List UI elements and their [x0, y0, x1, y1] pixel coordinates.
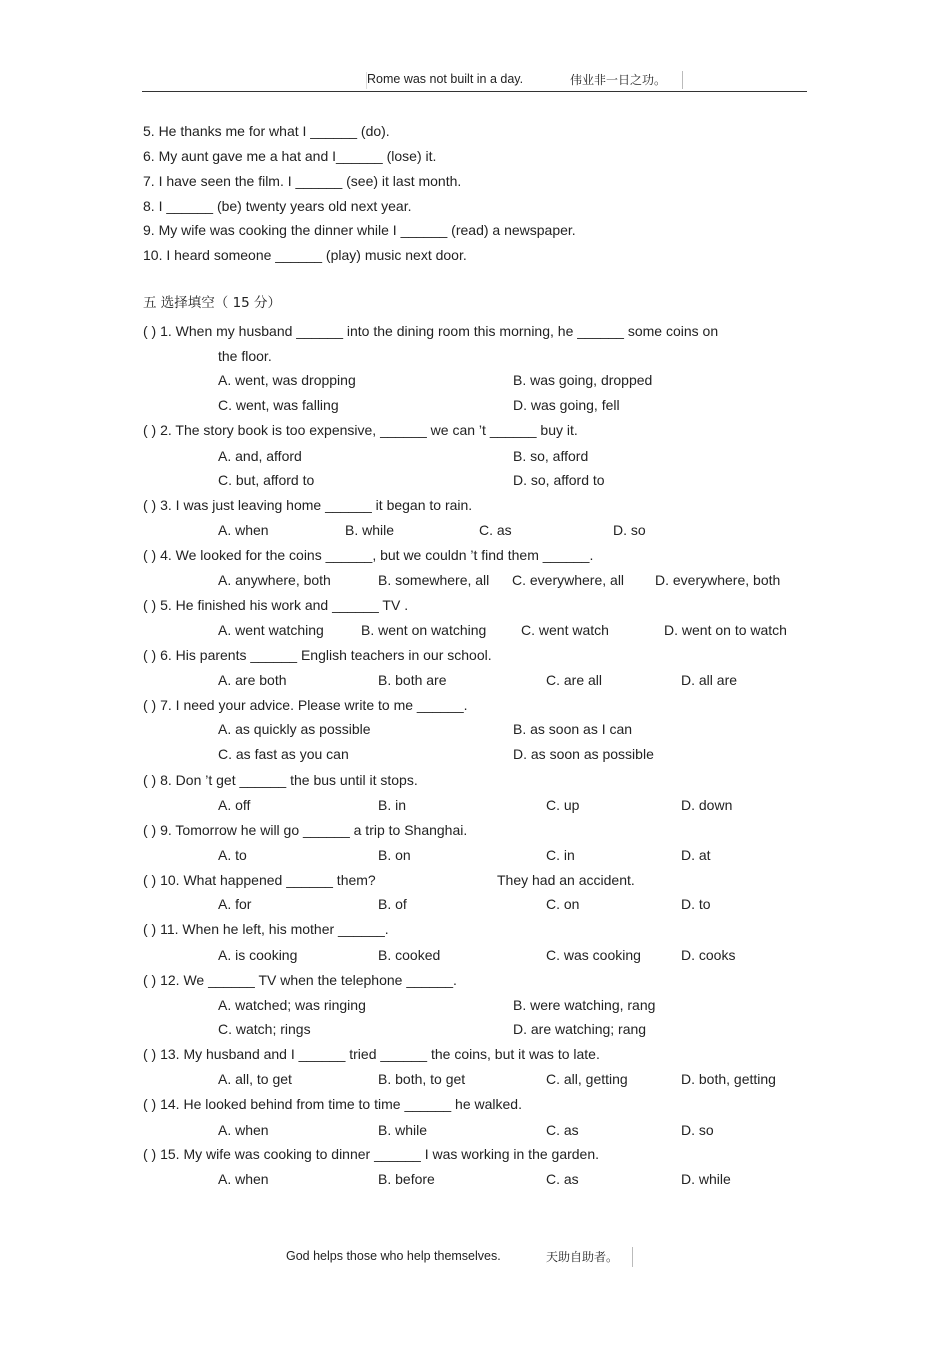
header-divider [682, 71, 683, 89]
question-stem: ( ) 10. What happened ______ them? [143, 872, 376, 888]
page-header [142, 70, 807, 92]
option: B. in [378, 797, 407, 813]
option: A. went, was dropping [218, 372, 356, 388]
option: C. everywhere, all [512, 572, 625, 588]
option: C. as [546, 1122, 579, 1138]
question-stem: ( ) 3. I was just leaving home ______ it began to rain. [143, 497, 473, 513]
option: D. everywhere, both [655, 572, 781, 588]
question-stem-continued: the floor. [218, 348, 272, 364]
option: C. up [546, 797, 580, 813]
option: B. somewhere, all [378, 572, 490, 588]
option: B. went on watching [361, 622, 487, 638]
option: A. is cooking [218, 947, 298, 963]
option: A. as quickly as possible [218, 721, 371, 737]
option: C. as [479, 522, 512, 538]
option: D. while [681, 1171, 731, 1187]
option: B. both, to get [378, 1071, 466, 1087]
option: B. before [378, 1171, 435, 1187]
question-stem: ( ) 1. When my husband ______ into the dining room this morning, he ______ some coins on [143, 323, 719, 339]
option: C. all, getting [546, 1071, 628, 1087]
option: A. for [218, 896, 252, 912]
option: D. are watching; rang [513, 1021, 647, 1037]
option: C. are all [546, 672, 603, 688]
question-response: They had an accident. [497, 872, 635, 888]
option: A. when [218, 1171, 269, 1187]
fill-item: 6. My aunt gave me a hat and I______ (lose) it. [143, 148, 437, 164]
option: B. was going, dropped [513, 372, 653, 388]
option: D. so [681, 1122, 714, 1138]
option: A. to [218, 847, 247, 863]
footer-proverb-zh: 天助自助者。 [546, 1250, 619, 1264]
option: D. all are [681, 672, 738, 688]
option: D. so [613, 522, 646, 538]
option: A. and, afford [218, 448, 302, 464]
option: B. as soon as I can [513, 721, 633, 737]
option: A. watched; was ringing [218, 997, 366, 1013]
option: D. as soon as possible [513, 746, 654, 762]
fill-item: 7. I have seen the film. I ______ (see) it last month. [143, 173, 462, 189]
option: A. all, to get [218, 1071, 292, 1087]
option: A. off [218, 797, 251, 813]
option: C. on [546, 896, 580, 912]
option: B. while [345, 522, 395, 538]
option: A. when [218, 522, 269, 538]
option: B. while [378, 1122, 428, 1138]
option: D. to [681, 896, 711, 912]
option: D. so, afford to [513, 472, 605, 488]
fill-item: 9. My wife was cooking the dinner while I ______ (read) a newspaper. [143, 222, 576, 238]
option: D. at [681, 847, 711, 863]
fill-item: 8. I ______ (be) twenty years old next year. [143, 198, 412, 214]
fill-item: 10. I heard someone ______ (play) music next door. [143, 247, 467, 263]
option: A. went watching [218, 622, 324, 638]
question-stem: ( ) 14. He looked behind from time to time ______ he walked. [143, 1096, 522, 1112]
option: C. as [546, 1171, 579, 1187]
footer-divider [632, 1247, 633, 1267]
header-proverb-en: Rome was not built in a day. [367, 72, 524, 86]
option: C. was cooking [546, 947, 641, 963]
header-proverb-zh: 伟业非一日之功。 [570, 73, 667, 87]
option: D. went on to watch [664, 622, 787, 638]
option: C. in [546, 847, 575, 863]
question-stem: ( ) 6. His parents ______ English teachers in our school. [143, 647, 492, 663]
option: D. both, getting [681, 1071, 776, 1087]
question-stem: ( ) 7. I need your advice. Please write to me ______. [143, 697, 468, 713]
option: C. but, afford to [218, 472, 315, 488]
option: D. cooks [681, 947, 736, 963]
option: C. went, was falling [218, 397, 339, 413]
page-footer [286, 1249, 619, 1264]
fill-item: 5. He thanks me for what I ______ (do). [143, 123, 390, 139]
option: C. as fast as you can [218, 746, 349, 762]
option: A. anywhere, both [218, 572, 331, 588]
option: C. went watch [521, 622, 609, 638]
option: B. cooked [378, 947, 441, 963]
option: B. of [378, 896, 407, 912]
option: B. on [378, 847, 411, 863]
option: A. are both [218, 672, 287, 688]
question-stem: ( ) 13. My husband and I ______ tried ______ the coins, but it was to late. [143, 1046, 600, 1062]
question-stem: ( ) 12. We ______ TV when the telephone ______. [143, 972, 457, 988]
option: D. down [681, 797, 733, 813]
option: A. when [218, 1122, 269, 1138]
question-stem: ( ) 15. My wife was cooking to dinner ______ I was working in the garden. [143, 1146, 600, 1162]
option: B. so, afford [513, 448, 589, 464]
footer-proverb-en: God helps those who help themselves. [286, 1249, 501, 1263]
option: D. was going, fell [513, 397, 620, 413]
option: B. were watching, rang [513, 997, 656, 1013]
question-stem: ( ) 11. When he left, his mother ______. [143, 921, 389, 937]
question-stem: ( ) 9. Tomorrow he will go ______ a trip to Shanghai. [143, 822, 468, 838]
question-stem: ( ) 2. The story book is too expensive, ______ we can ’t ______ buy it. [143, 422, 578, 438]
option: C. watch; rings [218, 1021, 311, 1037]
question-stem: ( ) 8. Don ’t get ______ the bus until it stops. [143, 772, 418, 788]
option: B. both are [378, 672, 447, 688]
question-stem: ( ) 5. He finished his work and ______ TV . [143, 597, 409, 613]
section-title: 五 选择填空（ 15 分） [143, 295, 282, 311]
question-stem: ( ) 4. We looked for the coins ______, but we couldn ’t find them ______. [143, 547, 594, 563]
